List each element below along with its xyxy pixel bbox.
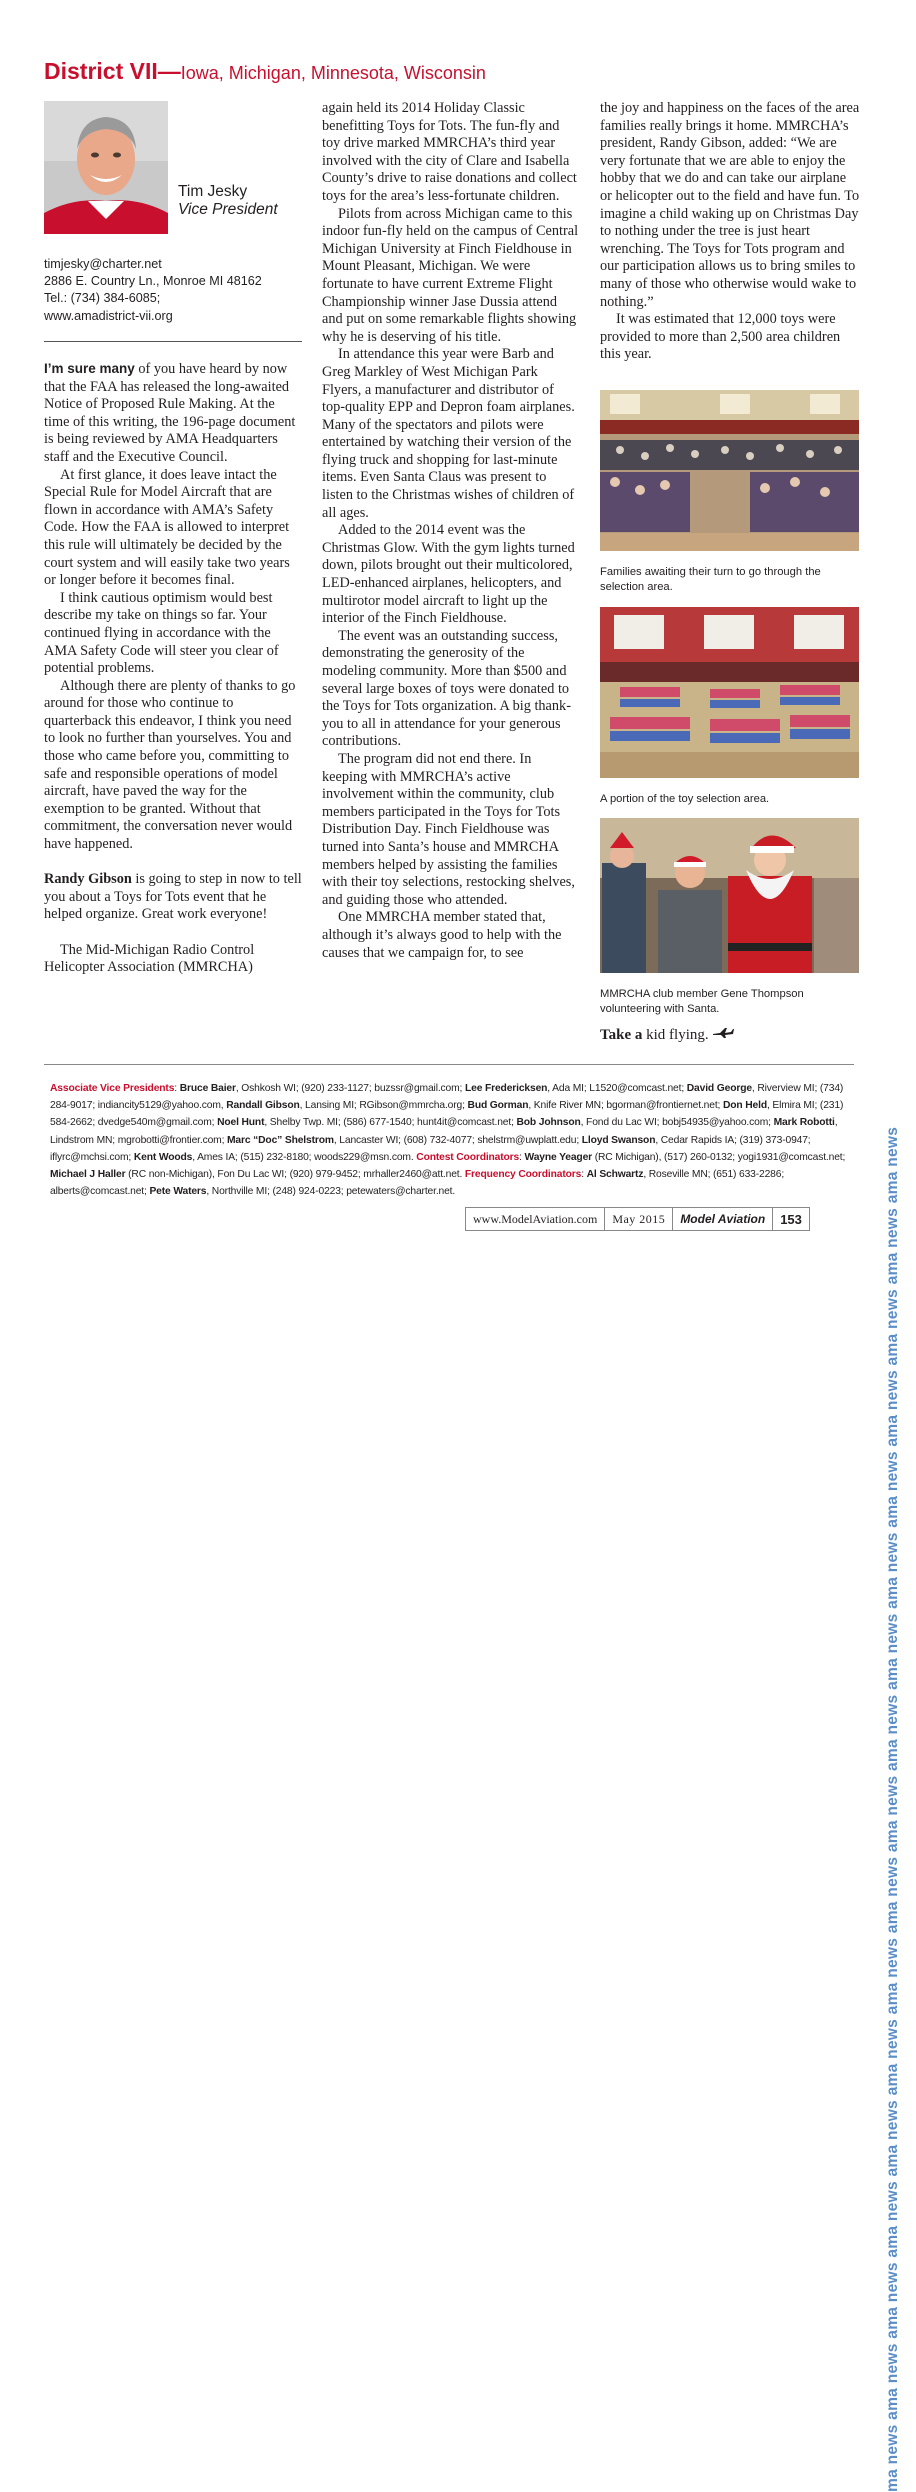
divider [44,341,302,342]
paragraph: again held its 2014 Holiday Classic benefitting Toys for Tots. The fun-fly and toy drive marked MMRCHA’s third year involved with the city of Clare and Isabella County’s drive to raise donations and collect toys for the area’s less-fortunate children. [322,100,577,204]
paragraph: It was estimated that 12,000 toys were provided to more than 2,500 area children this year. [600,311,841,363]
airplane-icon [712,1027,734,1044]
coordinator-name: David George [686,1083,752,1094]
officer-website[interactable]: www.amadistrict-vii.org [44,308,173,323]
coordinator-name: Bud Gorman [467,1100,529,1112]
coordinator-name: Lee Fredericksen [464,1083,548,1094]
page-title [44,58,486,85]
coordinator-name: Marc “Doc” Shelstrom [227,1134,334,1146]
district-states: Iowa, Michigan, Minnesota, Wisconsin [180,63,486,83]
footer-divider [44,1064,854,1065]
coordinator-details: , Oshkosh WI; (920) 233-1127; buzssr@gmail.com; [235,1083,465,1094]
coordinator-details: , Lindstrom MN; mgrobotti@frontier.com; [50,1117,838,1146]
coordinator-details: , Shelby Twp. MI; (586) 677-1540; hunt4it@comcast.net; [264,1117,517,1129]
paragraph: At first glance, it does leave intact the Special Rule for Model Aircraft that are flown in accordance with AMA’s Safety Code. How the FAA is allowed to interpret this rule will ultimately be decided by the court system and will easily take two years or longer before it becomes final. [44,466,290,589]
officer-photo [44,101,168,234]
officer-title: Vice President [178,201,278,218]
coordinator-details: , Ada MI; L1520@comcast.net; [547,1083,687,1094]
coordinator-details: , Ames IA; (515) 232-8180; woods229@msn.com. [192,1151,417,1163]
paragraph: The Mid-Michigan Radio Control Helicopter Association (MMRCHA) [44,941,255,976]
article-column-3 [600,100,860,364]
families-caption: Families awaiting their turn to go through the selection area. [600,566,821,593]
paragraph: Although there are plenty of thanks to go around for those who continue to quarterback this endeavor, I think you need to look no further than yourselves. You and those who came before you, committing to safe and responsible operations of model aircraft, have paved the way for the exemption to be granted. Without that commitment, the conversation never would have happened. [44,677,296,853]
sidebar-label: ma news ama news ama news ama news ama news ama news ama news ama news ama news ama news ama news ama news ama news ama news ama news ama news ama news [884,1126,901,2492]
coordinator-details: , Roseville MN; (651) 633-2286; alberts@comcast.net; [50,1169,785,1198]
paragraph: the joy and happiness on the faces of the area families really brings it home. MMRCHA’s president, Randy Gibson, added: “We are very fortunate that we are able to enjoy the hobby that we do and can take our airplane or helicopter out to the field and have fun. To imagine a child waking up on Christmas Day to nothing under the tree is just heart wrenching. The Toys for Tots program and our participation allows us to bring smiles to many of those who otherwise would wake to nothing.” [600,100,860,310]
coordinator-details: , Riverview MI; (734) 284-9017; indiancity5129@yahoo.com, [50,1083,844,1112]
issue-date: May 2015 [605,1208,673,1230]
coordinator-details: , Lansing MI; RGibson@mmrcha.org; [299,1100,468,1112]
paragraph: I think cautious optimism would best describe my take on things so far. Your continued flying in accordance with the AMA Safety Code will steer you clear of potential problems. [44,589,279,677]
coordinator-details: (RC Michigan), (517) 260-0132; yogi1931@comcast.net; [592,1151,846,1163]
coordinator-details: (RC non-Michigan), Fon Du Lac WI; (920) 979-9452; mrhaller2460@att.net. [125,1169,465,1181]
officer-phone: Tel.: (734) 384-6085; [44,291,161,306]
paragraph: Added to the 2014 event was the Christmas Glow. With the gym lights turned down, pilots brought out their multicolored, LED-enhanced airplanes, helicopters, and multirotor model aircraft to light up the interior of the Finch Fieldhouse. [322,522,575,627]
coordinator-name: Lloyd Swanson [581,1134,656,1146]
coordinator-name: Wayne Yeager [524,1151,593,1163]
paragraph: Randy Gibson is going to step in now to tell you about a Toys for Tots event that he helped organize. Great work everyone! [44,871,302,923]
magazine-name: Model Aviation [673,1208,773,1230]
coordinator-name: Bruce Baier [179,1083,236,1094]
coordinator-name: Kent Woods [133,1151,193,1163]
officer-name: Tim Jesky [178,183,248,200]
officer-name-block [178,183,278,219]
coordinator-name: Al Schwartz [586,1169,644,1181]
coordinator-name: Don Held [722,1100,767,1112]
take-a-kid-flying-tagline: Take a kid flying. [600,1027,734,1044]
coordinator-name: Noel Hunt [217,1117,265,1129]
coordinator-name: Bob Johnson [516,1117,581,1129]
officer-email[interactable]: timjesky@charter.net [44,257,162,271]
district-title: District VII— [44,58,181,84]
toy-selection-photo [600,607,859,778]
article-column-2 [322,100,579,962]
coordinators-footer: Associate Vice Presidents: Bruce Baier, Oshkosh WI; (920) 233-1127; buzssr@gmail.com; Lee Fredericksen, Ada MI; L1520@comcast.net; David George, Riverview MI; (734) 284-9017; indiancity5129@yahoo.com, Randall Gibson, Lansing MI; RGibson@mmrcha.org; Bud Gorman, Knife River MN; bgorman@frontiernet.net; Don Held, Elmira MI; (231) 584-2662; dvedge540m@gmail.com; Noel Hunt, Shelby Twp. MI; (586) 677-1540; hunt4it@comcast.net; Bob Johnson, Fond du Lac WI; bobj54935@yahoo.com; Mark Robotti, Lindstrom MN; mgrobotti@frontier.com; Marc “Doc” Shelstrom, Lancaster WI; (608) 732-4077; shelstrm@uwplatt.edu; Lloyd Swanson, Cedar Rapids IA; (319) 373-0947; iflyrc@mchsi.com; Kent Woods, Ames IA; (515) 232-8180; woods229@msn.com. Contest Coordinators: Wayne Yeager (RC Michigan), (517) 260-0132; yogi1931@comcast.net; Michael J Haller (RC non-Michigan), Fon Du Lac WI; (920) 979-9452; mrhaller2460@att.net. Frequency Coordinators: Al Schwartz, Roseville MN; (651) 633-2286; alberts@comcast.net; Pete Waters, Northville MI; (248) 924-0223; petewaters@charter.net. [50,1083,846,1198]
officer-contact [44,256,262,325]
coordinator-name: Mark Robotti [773,1117,835,1129]
lead-in: I’m sure many [44,361,135,376]
page-number: 153 [780,1211,802,1227]
page-footer-bar [465,1207,810,1231]
coordinator-name: Randall Gibson [226,1100,300,1112]
families-photo [600,390,859,551]
coordinator-details: , Knife River MN; bgorman@frontiernet.net; [528,1100,723,1112]
paragraph: The event was an outstanding success, demonstrating the generosity of the modeling community. More than $500 and several large boxes of toys were donated to the Toys for Tots organization. A big thank-you to all in attendance for your generous contributions. [322,627,571,750]
coordinator-name: Pete Waters [149,1186,207,1198]
paragraph: One MMRCHA member stated that, although it’s always good to help with the causes that we campaign for, to see [322,909,562,961]
coordinator-details: , Elmira MI; (231) 584-2662; dvedge540m@gmail.com; [50,1100,844,1129]
toy-selection-caption: A portion of the toy selection area. [600,793,770,805]
coordinator-name: Michael J Haller [50,1169,126,1181]
coordinator-details: , Fond du Lac WI; bobj54935@yahoo.com; [580,1117,774,1129]
officer-address: 2886 E. Country Ln., Monroe MI 48162 [44,274,262,289]
paragraph: I’m sure many of you have heard by now that the FAA has released the long-awaited Notice of Proposed Rule Making. At the time of this writing, the 196-page document is being reviewed by AMA Headquarters staff and the Executive Council. [44,361,296,465]
website-link[interactable]: www.ModelAviation.com [466,1208,605,1230]
paragraph: In attendance this year were Barb and Greg Markley of West Michigan Park Flyers, a manufacturer and distributor of top-quality EPP and Depron foam airplanes. Many of the spectators and pilots were entertained by watching their version of the flying truck and shopping for last-minute items. Even Santa Claus was present to listen to the Christmas wishes of children of all ages. [322,346,575,521]
paragraph: The program did not end there. In keeping with MMRCHA’s active involvement within the community, club members participated in the Toys for Tots Distribution Day. Finch Fieldhouse was turned into Santa’s house and MMRCHA members helped by assisting the families with their toy selections, restocking shelves, and guiding those who attended. [322,750,575,908]
coordinator-details: , Northville MI; (248) 924-0223; petewaters@charter.net. [206,1186,456,1198]
ama-news-sidebar [870,0,916,2492]
santa-photo [600,818,859,973]
coordinator-details: , Lancaster WI; (608) 732-4077; shelstrm@uwplatt.edu; [333,1134,582,1146]
santa-caption: MMRCHA club member Gene Thompson volunteering with Santa. [600,988,804,1015]
coordinator-details: , Cedar Rapids IA; (319) 373-0947; iflyrc@mchsi.com; [50,1134,811,1163]
article-column-1 [44,360,302,977]
paragraph: Pilots from across Michigan came to this indoor fun-fly held on the campus of Central Michigan University at Finch Fieldhouse in Mount Pleasant, Michigan. We were fortunate to have current Extreme Flight Championship winner Jase Dussia attend and put on some remarkable flights showing why he is deserving of his title. [322,205,579,345]
